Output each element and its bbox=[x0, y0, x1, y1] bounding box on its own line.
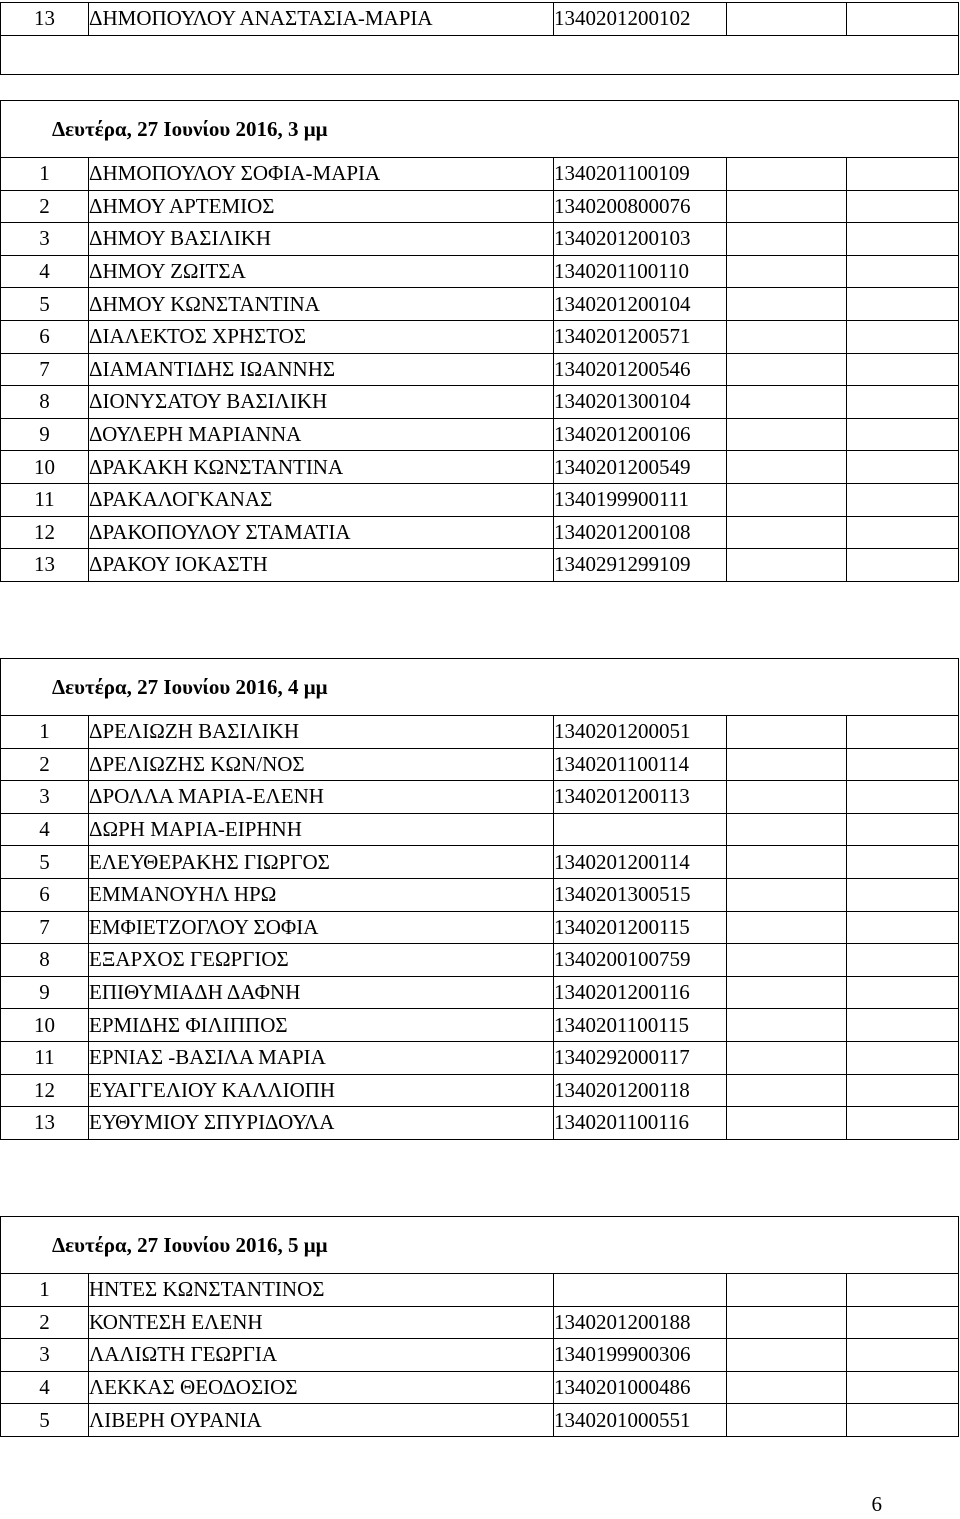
session-table bbox=[0, 1216, 959, 1437]
table-row bbox=[1, 1339, 959, 1372]
student-name: ΔΗΜΟΠΟΥΛΟΥ ΑΝΑΣΤΑΣΙΑ-ΜΑΡΙΑ bbox=[89, 3, 554, 36]
table-row bbox=[1, 190, 959, 223]
registration-number: 1340201200104 bbox=[554, 288, 727, 321]
empty-cell bbox=[727, 1306, 847, 1339]
empty-cell bbox=[727, 255, 847, 288]
registration-number: 1340201200051 bbox=[554, 716, 727, 749]
row-number: 4 bbox=[1, 813, 89, 846]
empty-cell bbox=[847, 158, 959, 191]
empty-cell bbox=[847, 748, 959, 781]
row-number: 5 bbox=[1, 288, 89, 321]
row-number: 9 bbox=[1, 976, 89, 1009]
row-number: 4 bbox=[1, 1371, 89, 1404]
empty-cell bbox=[847, 813, 959, 846]
session-heading: Δευτέρα, 27 Ιουνίου 2016, 3 μμ bbox=[1, 101, 959, 158]
empty-cell bbox=[847, 1371, 959, 1404]
row-number: 3 bbox=[1, 223, 89, 256]
registration-number: 1340201200103 bbox=[554, 223, 727, 256]
student-name: ΗΝΤΕΣ ΚΩΝΣΤΑΝΤΙΝΟΣ bbox=[89, 1274, 554, 1307]
table-row bbox=[1, 255, 959, 288]
student-name: ΔΡΑΚΑΚΗ ΚΩΝΣΤΑΝΤΙΝΑ bbox=[89, 451, 554, 484]
student-name: ΕΜΜΑΝΟΥΗΛ ΗΡΩ bbox=[89, 878, 554, 911]
empty-cell bbox=[727, 1274, 847, 1307]
table-row bbox=[1, 846, 959, 879]
empty-cell bbox=[847, 3, 959, 36]
student-name: ΔΡΑΚΟΠΟΥΛΟΥ ΣΤΑΜΑΤΙΑ bbox=[89, 516, 554, 549]
row-number: 10 bbox=[1, 1009, 89, 1042]
empty-cell bbox=[727, 716, 847, 749]
table-row bbox=[1, 158, 959, 191]
table-row bbox=[1, 1009, 959, 1042]
registration-number: 1340201200549 bbox=[554, 451, 727, 484]
empty-cell bbox=[847, 1009, 959, 1042]
empty-cell bbox=[727, 911, 847, 944]
row-number: 11 bbox=[1, 483, 89, 516]
student-name: ΕΡΜΙΔΗΣ ΦΙΛΙΠΠΟΣ bbox=[89, 1009, 554, 1042]
table-row bbox=[1, 1074, 959, 1107]
row-number: 5 bbox=[1, 846, 89, 879]
row-number: 6 bbox=[1, 320, 89, 353]
empty-cell bbox=[727, 386, 847, 419]
empty-cell bbox=[727, 878, 847, 911]
empty-cell bbox=[727, 846, 847, 879]
registration-number: 1340201200102 bbox=[554, 3, 727, 36]
empty-cell bbox=[727, 1107, 847, 1140]
table-row bbox=[1, 944, 959, 977]
empty-cell bbox=[727, 748, 847, 781]
registration-number: 1340201000551 bbox=[554, 1404, 727, 1437]
table-row bbox=[1, 781, 959, 814]
empty-cell bbox=[727, 1009, 847, 1042]
student-name: ΕΛΕΥΘΕΡΑΚΗΣ ΓΙΩΡΓΟΣ bbox=[89, 846, 554, 879]
empty-cell bbox=[847, 288, 959, 321]
empty-cell bbox=[727, 451, 847, 484]
row-number: 8 bbox=[1, 944, 89, 977]
empty-cell bbox=[727, 1339, 847, 1372]
student-name: ΔΙΑΛΕΚΤΟΣ ΧΡΗΣΤΟΣ bbox=[89, 320, 554, 353]
student-name: ΔΡΑΚΟΥ ΙΟΚΑΣΤΗ bbox=[89, 549, 554, 582]
empty-cell bbox=[847, 846, 959, 879]
student-name: ΔΗΜΟΠΟΥΛΟΥ ΣΟΦΙΑ-ΜΑΡΙΑ bbox=[89, 158, 554, 191]
row-number: 13 bbox=[1, 549, 89, 582]
empty-cell bbox=[727, 813, 847, 846]
registration-number: 1340201300104 bbox=[554, 386, 727, 419]
student-name: ΔΩΡΗ ΜΑΡΙΑ-ΕΙΡΗΝΗ bbox=[89, 813, 554, 846]
session-heading-row bbox=[1, 659, 959, 716]
student-name: ΕΥΘΥΜΙΟΥ ΣΠΥΡΙΔΟΥΛΑ bbox=[89, 1107, 554, 1140]
table-row bbox=[1, 320, 959, 353]
table-row bbox=[1, 516, 959, 549]
row-number: 11 bbox=[1, 1041, 89, 1074]
table-row bbox=[1, 353, 959, 386]
table-row bbox=[1, 386, 959, 419]
student-name: ΔΙΑΜΑΝΤΙΔΗΣ ΙΩΑΝΝΗΣ bbox=[89, 353, 554, 386]
table-row bbox=[1, 223, 959, 256]
row-number: 12 bbox=[1, 516, 89, 549]
empty-cell bbox=[727, 418, 847, 451]
student-name: ΔΡΑΚΑΛΟΓΚΑΝΑΣ bbox=[89, 483, 554, 516]
row-number: 6 bbox=[1, 878, 89, 911]
table-row bbox=[1, 1274, 959, 1307]
empty-cell bbox=[727, 190, 847, 223]
registration-number: 1340201100109 bbox=[554, 158, 727, 191]
student-name: ΔΡΟΛΛΑ ΜΑΡΙΑ-ΕΛΕΝΗ bbox=[89, 781, 554, 814]
table-row bbox=[1, 1306, 959, 1339]
empty-cell bbox=[847, 716, 959, 749]
row-number: 10 bbox=[1, 451, 89, 484]
table-row bbox=[1, 1371, 959, 1404]
empty-cell bbox=[727, 483, 847, 516]
registration-number: 1340201000486 bbox=[554, 1371, 727, 1404]
registration-number: 1340200800076 bbox=[554, 190, 727, 223]
row-number: 7 bbox=[1, 353, 89, 386]
table-row bbox=[1, 748, 959, 781]
registration-number: 1340201200546 bbox=[554, 353, 727, 386]
registration-number: 1340201200113 bbox=[554, 781, 727, 814]
empty-cell bbox=[847, 1339, 959, 1372]
empty-cell bbox=[847, 1274, 959, 1307]
empty-cell bbox=[847, 944, 959, 977]
page-number: 6 bbox=[871, 1492, 882, 1516]
session-heading: Δευτέρα, 27 Ιουνίου 2016, 4 μμ bbox=[1, 659, 959, 716]
empty-cell bbox=[847, 549, 959, 582]
empty-cell bbox=[727, 353, 847, 386]
registration-number bbox=[554, 1274, 727, 1307]
registration-number: 1340201200115 bbox=[554, 911, 727, 944]
student-name: ΔΡΕΛΙΩΖΗΣ ΚΩΝ/ΝΟΣ bbox=[89, 748, 554, 781]
row-number: 1 bbox=[1, 716, 89, 749]
session-heading: Δευτέρα, 27 Ιουνίου 2016, 5 μμ bbox=[1, 1217, 959, 1274]
empty-cell bbox=[847, 1404, 959, 1437]
empty-cell bbox=[847, 255, 959, 288]
student-name: ΛΑΛΙΩΤΗ ΓΕΩΡΓΙΑ bbox=[89, 1339, 554, 1372]
student-name: ΔΗΜΟΥ ΚΩΝΣΤΑΝΤΙΝΑ bbox=[89, 288, 554, 321]
registration-number: 1340201100116 bbox=[554, 1107, 727, 1140]
empty-cell bbox=[847, 976, 959, 1009]
student-name: ΔΗΜΟΥ ΖΩΙΤΣΑ bbox=[89, 255, 554, 288]
row-number: 5 bbox=[1, 1404, 89, 1437]
table-row bbox=[1, 451, 959, 484]
empty-cell bbox=[847, 1074, 959, 1107]
empty-cell bbox=[727, 158, 847, 191]
registration-number: 1340201200114 bbox=[554, 846, 727, 879]
empty-cell bbox=[847, 1107, 959, 1140]
session-table bbox=[0, 100, 959, 582]
registration-number: 1340201100115 bbox=[554, 1009, 727, 1042]
table-row bbox=[1, 3, 959, 36]
student-name: ΔΗΜΟΥ ΒΑΣΙΛΙΚΗ bbox=[89, 223, 554, 256]
row-number: 7 bbox=[1, 911, 89, 944]
row-number: 2 bbox=[1, 1306, 89, 1339]
registration-number: 1340199900111 bbox=[554, 483, 727, 516]
student-name: ΕΡΝΙΑΣ -ΒΑΣΙΛΑ ΜΑΡΙΑ bbox=[89, 1041, 554, 1074]
table-row bbox=[1, 813, 959, 846]
table-row bbox=[1, 1041, 959, 1074]
registration-number: 1340292000117 bbox=[554, 1041, 727, 1074]
empty-cell bbox=[847, 911, 959, 944]
empty-cell bbox=[847, 353, 959, 386]
empty-cell bbox=[727, 1074, 847, 1107]
empty-cell bbox=[727, 549, 847, 582]
empty-cell bbox=[727, 288, 847, 321]
empty-cell bbox=[847, 483, 959, 516]
student-name: ΚΟΝΤΕΣΗ ΕΛΕΝΗ bbox=[89, 1306, 554, 1339]
empty-cell bbox=[727, 976, 847, 1009]
row-number: 1 bbox=[1, 158, 89, 191]
empty-cell bbox=[727, 320, 847, 353]
student-name: ΕΜΦΙΕΤΖΟΓΛΟΥ ΣΟΦΙΑ bbox=[89, 911, 554, 944]
student-name: ΔΡΕΛΙΩΖΗ ΒΑΣΙΛΙΚΗ bbox=[89, 716, 554, 749]
registration-number: 1340201200188 bbox=[554, 1306, 727, 1339]
empty-cell bbox=[727, 223, 847, 256]
empty-cell bbox=[727, 516, 847, 549]
row-number: 12 bbox=[1, 1074, 89, 1107]
empty-cell bbox=[847, 386, 959, 419]
empty-cell bbox=[847, 418, 959, 451]
registration-number bbox=[554, 813, 727, 846]
student-name: ΛΙΒΕΡΗ ΟΥΡΑΝΙΑ bbox=[89, 1404, 554, 1437]
empty-cell bbox=[727, 781, 847, 814]
empty-cell bbox=[847, 320, 959, 353]
schedule-table-continued bbox=[0, 2, 959, 75]
empty-cell bbox=[847, 781, 959, 814]
student-name: ΔΟΥΛΕΡΗ ΜΑΡΙΑΝΝΑ bbox=[89, 418, 554, 451]
row-number: 13 bbox=[1, 1107, 89, 1140]
row-number: 3 bbox=[1, 1339, 89, 1372]
empty-cell bbox=[847, 451, 959, 484]
registration-number: 1340201100110 bbox=[554, 255, 727, 288]
empty-cell bbox=[727, 3, 847, 36]
table-gap-row bbox=[1, 35, 959, 74]
table-row bbox=[1, 976, 959, 1009]
table-row bbox=[1, 549, 959, 582]
empty-cell bbox=[727, 944, 847, 977]
table-row bbox=[1, 716, 959, 749]
session-heading-row bbox=[1, 101, 959, 158]
session-table bbox=[0, 658, 959, 1140]
registration-number: 1340201200118 bbox=[554, 1074, 727, 1107]
row-number: 8 bbox=[1, 386, 89, 419]
registration-number: 1340201100114 bbox=[554, 748, 727, 781]
empty-cell bbox=[847, 223, 959, 256]
table-row bbox=[1, 1404, 959, 1437]
row-number: 4 bbox=[1, 255, 89, 288]
registration-number: 1340199900306 bbox=[554, 1339, 727, 1372]
row-number: 2 bbox=[1, 190, 89, 223]
registration-number: 1340201200116 bbox=[554, 976, 727, 1009]
empty-cell bbox=[847, 516, 959, 549]
table-row bbox=[1, 878, 959, 911]
registration-number: 1340200100759 bbox=[554, 944, 727, 977]
empty-cell bbox=[727, 1404, 847, 1437]
row-number: 9 bbox=[1, 418, 89, 451]
row-number: 13 bbox=[1, 3, 89, 36]
session-heading-row bbox=[1, 1217, 959, 1274]
row-number: 3 bbox=[1, 781, 89, 814]
registration-number: 1340201200571 bbox=[554, 320, 727, 353]
empty-cell bbox=[727, 1371, 847, 1404]
table-row bbox=[1, 911, 959, 944]
student-name: ΔΙΟΝΥΣΑΤΟΥ ΒΑΣΙΛΙΚΗ bbox=[89, 386, 554, 419]
empty-cell bbox=[727, 1041, 847, 1074]
registration-number: 1340201200106 bbox=[554, 418, 727, 451]
empty-cell bbox=[847, 1041, 959, 1074]
row-number: 2 bbox=[1, 748, 89, 781]
student-name: ΕΥΑΓΓΕΛΙΟΥ ΚΑΛΛΙΟΠΗ bbox=[89, 1074, 554, 1107]
empty-cell bbox=[847, 190, 959, 223]
student-name: ΛΕΚΚΑΣ ΘΕΟΔΟΣΙΟΣ bbox=[89, 1371, 554, 1404]
table-row bbox=[1, 418, 959, 451]
registration-number: 1340291299109 bbox=[554, 549, 727, 582]
empty-cell bbox=[847, 878, 959, 911]
empty-cell bbox=[847, 1306, 959, 1339]
registration-number: 1340201300515 bbox=[554, 878, 727, 911]
table-row bbox=[1, 483, 959, 516]
row-number: 1 bbox=[1, 1274, 89, 1307]
student-name: ΕΠΙΘΥΜΙΑΔΗ ΔΑΦΝΗ bbox=[89, 976, 554, 1009]
student-name: ΕΞΑΡΧΟΣ ΓΕΩΡΓΙΟΣ bbox=[89, 944, 554, 977]
registration-number: 1340201200108 bbox=[554, 516, 727, 549]
table-row bbox=[1, 1107, 959, 1140]
student-name: ΔΗΜΟΥ ΑΡΤΕΜΙΟΣ bbox=[89, 190, 554, 223]
table-row bbox=[1, 288, 959, 321]
